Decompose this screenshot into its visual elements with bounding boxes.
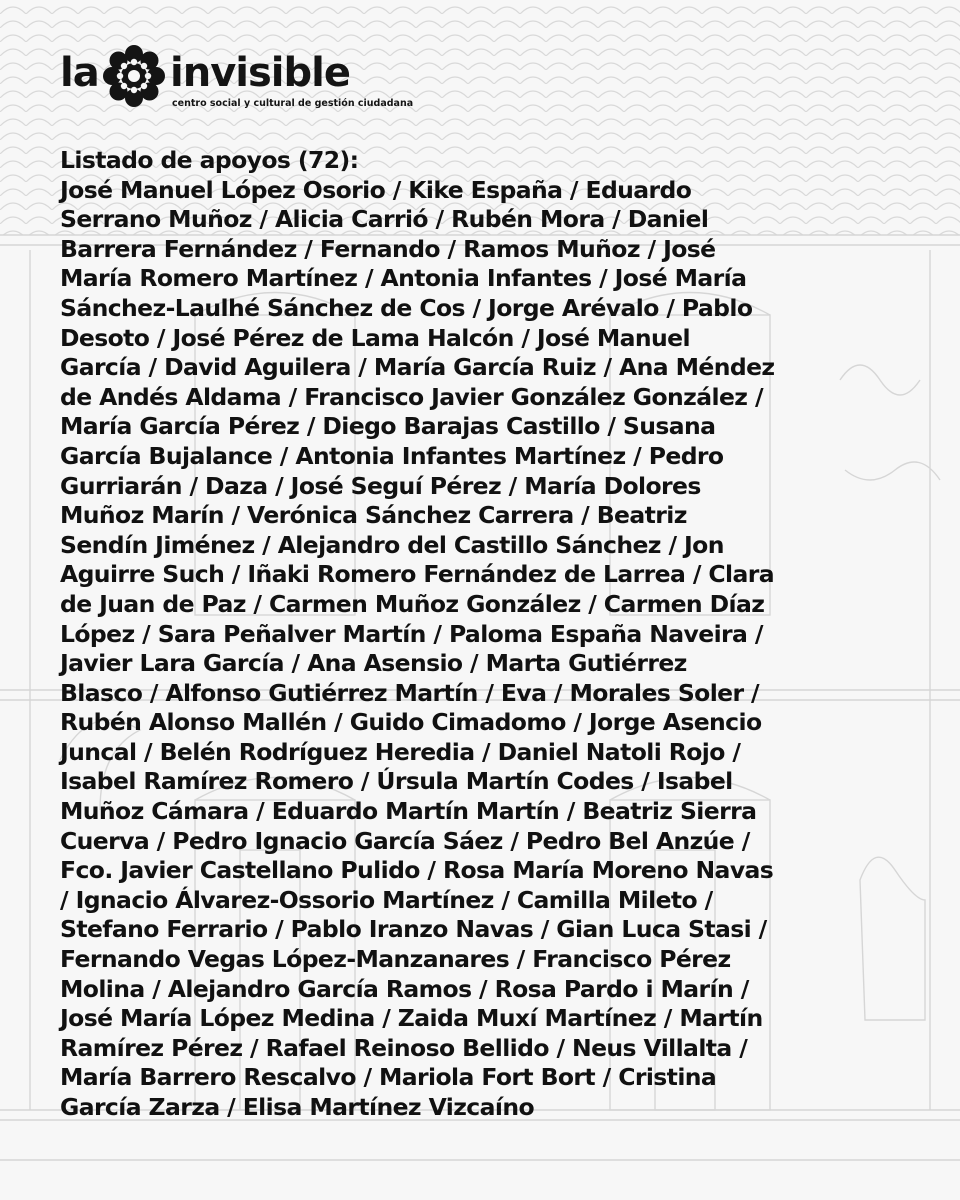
- names-line: Sánchez-Laulhé Sánchez de Cos / Jorge Arévalo / Pablo: [60, 293, 753, 322]
- names-line: José Manuel López Osorio / Kike España / Eduardo: [60, 175, 692, 204]
- names-line: Cuerva / Pedro Ignacio García Sáez / Pedro Bel Anzúe /: [60, 826, 750, 855]
- list-heading: Listado de apoyos (72):: [60, 146, 359, 174]
- names-line: Serrano Muñoz / Alicia Carrió / Rubén Mora / Daniel: [60, 205, 709, 234]
- names-line: García Zarza / Elisa Martínez Vizcaíno: [60, 1093, 534, 1121]
- names-line: Desoto / José Pérez de Lama Halcón / José Manuel: [60, 323, 690, 352]
- names-line: Barrera Fernández / Fernando / Ramos Muñoz / José: [60, 234, 716, 263]
- names-line: José María López Medina / Zaida Muxí Martínez / Martín: [60, 1004, 763, 1033]
- names-line: Molina / Alejandro García Ramos / Rosa Pardo i Marín /: [60, 974, 749, 1003]
- names-line: María Barrero Rescalvo / Mariola Fort Bort / Cristina: [60, 1063, 717, 1092]
- names-line: García / David Aguilera / María García Ruiz / Ana Méndez: [60, 353, 775, 382]
- names-line: María García Pérez / Diego Barajas Castillo / Susana: [60, 412, 716, 441]
- names-line: Isabel Ramírez Romero / Úrsula Martín Codes / Isabel: [60, 767, 733, 796]
- names-line: Fernando Vegas López-Manzanares / Francisco Pérez: [60, 945, 731, 974]
- names-line: / Ignacio Álvarez-Ossorio Martínez / Camilla Mileto /: [60, 885, 713, 914]
- names-line: Fco. Javier Castellano Pulido / Rosa María Moreno Navas: [60, 856, 774, 885]
- names-line: Sendín Jiménez / Alejandro del Castillo Sánchez / Jon: [60, 530, 724, 559]
- names-line: de Juan de Paz / Carmen Muñoz González / Carmen Díaz: [60, 589, 765, 618]
- names-line: Muñoz Cámara / Eduardo Martín Martín / Beatriz Sierra: [60, 797, 757, 826]
- names-line: Muñoz Marín / Verónica Sánchez Carrera / Beatriz: [60, 501, 687, 530]
- names-block: [60, 176, 920, 1123]
- names-line: Ramírez Pérez / Rafael Reinoso Bellido / Neus Villalta /: [60, 1033, 748, 1062]
- logo-name: invisible: [170, 50, 350, 96]
- names-line: López / Sara Peñalver Martín / Paloma España Naveira /: [60, 619, 763, 648]
- names-line: María Romero Martínez / Antonia Infantes / José María: [60, 264, 747, 293]
- names-line: Aguirre Such / Iñaki Romero Fernández de Larrea / Clara: [60, 560, 774, 589]
- names-line: de Andés Aldama / Francisco Javier González González /: [60, 382, 763, 411]
- logo: [60, 44, 480, 114]
- names-line: Juncal / Belén Rodríguez Heredia / Daniel Natoli Rojo /: [60, 737, 741, 766]
- logo-tagline: centro social y cultural de gestión ciudadana: [172, 98, 414, 109]
- names-line: Rubén Alonso Mallén / Guido Cimadomo / Jorge Asencio: [60, 708, 762, 737]
- star-flower-icon: [102, 44, 166, 108]
- names-line: García Bujalance / Antonia Infantes Martínez / Pedro: [60, 441, 724, 470]
- support-list: [60, 146, 920, 1123]
- logo-prefix: la: [60, 50, 99, 96]
- names-line: Stefano Ferrario / Pablo Iranzo Navas / Gian Luca Stasi /: [60, 915, 767, 944]
- names-line: Blasco / Alfonso Gutiérrez Martín / Eva / Morales Soler /: [60, 678, 760, 707]
- names-line: Javier Lara García / Ana Asensio / Marta Gutiérrez: [60, 649, 687, 678]
- names-line: Gurriarán / Daza / José Seguí Pérez / María Dolores: [60, 471, 701, 500]
